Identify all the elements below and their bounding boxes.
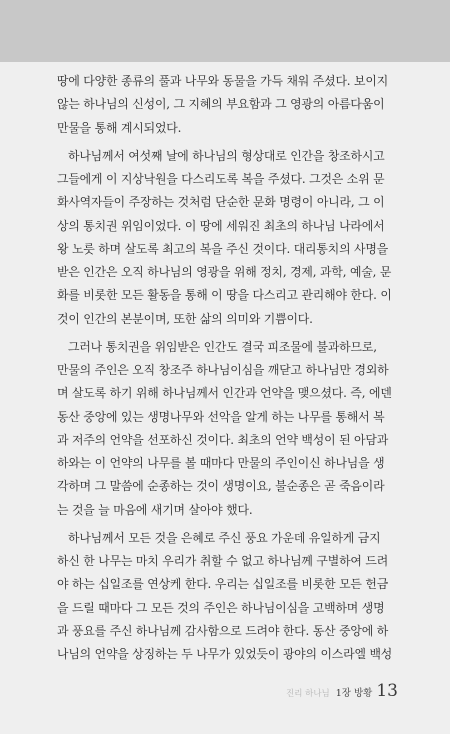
book-title: 진리 하나님	[285, 689, 330, 699]
page-footer	[286, 681, 398, 701]
text-line: 며 살도록 하기 위해 하나님께서 인간과 언약을 맺으셨다. 즉, 에덴	[57, 386, 392, 401]
paragraph-4	[57, 527, 397, 667]
text-line: 각하며 그 말씀에 순종하는 것이 생명이요, 불순종은 곧 죽음이라	[57, 479, 385, 494]
text-line: 않는 하나님의 신성이, 그 지혜의 부요함과 그 영광의 아름다움이	[57, 97, 385, 112]
body-text	[57, 70, 397, 666]
text-line: 야 하는 십일조를 연상케 한다. 우리는 십일조를 비롯한 모든 헌금	[57, 577, 389, 592]
text-line: 왕 노릇 하며 살도록 최고의 복을 주신 것이다. 대리통치의 사명을	[57, 241, 389, 256]
text-line: 하신 한 나무는 마치 우리가 취할 수 없고 하나님께 구별하여 드려	[57, 554, 389, 568]
text-line: 상의 통치권 위임이었다. 이 땅에 세워진 최초의 하나님 나라에서	[57, 218, 385, 233]
page-number: 13	[376, 681, 398, 701]
text-line: 을 드릴 때마다 그 모든 것의 주인은 하나님이심을 고백하며 생명	[57, 600, 385, 615]
paragraph-3	[57, 336, 397, 522]
text-line: 그들에게 이 지상낙원을 다스리도록 복을 주셨다. 그것은 소위 문	[57, 172, 385, 186]
chapter-label: 1장 방황	[335, 688, 373, 699]
text-line: 나님의 언약을 상징하는 두 나무가 있었듯이 광야의 이스라엘 백성	[57, 647, 393, 661]
text-line: 화사역자들이 주장하는 것처럼 단순한 문화 명령이 아니라, 그 이	[57, 195, 385, 210]
text-line: 것이 인간의 본분이며, 또한 삶의 의미와 기쁨이다.	[57, 311, 313, 326]
text-line: 하나님께서 여섯째 날에 하나님의 형상대로 인간을 창조하시고	[68, 148, 385, 163]
text-line: 하나님께서 모든 것을 은혜로 주신 풍요 가운데 유일하게 금지	[68, 530, 381, 545]
text-line: 하와는 이 언약의 나무를 볼 때마다 만물의 주인이신 하나님을 생	[57, 456, 385, 470]
paragraph-2	[57, 145, 397, 331]
text-line: 화를 비롯한 모든 활동을 통해 이 땅을 다스리고 관리해야 한다. 이	[57, 288, 392, 303]
text-line: 동산 중앙에 있는 생명나무와 선악을 알게 하는 나무를 통해서 복	[57, 409, 385, 424]
text-line: 과 저주의 언약을 선포하신 것이다. 최초의 언약 백성이 된 아담과	[57, 432, 389, 447]
text-line: 받은 인간은 오직 하나님의 영광을 위해 정치, 경제, 과학, 예술, 문	[57, 265, 392, 279]
paragraph-1	[57, 70, 397, 140]
text-line: 그러나 통치권을 위임받은 인간도 결국 피조물에 불과하므로,	[68, 339, 377, 354]
page-top-shadow	[0, 0, 450, 62]
text-line: 땅에 다양한 종류의 풀과 나무와 동물을 가득 채워 주셨다. 보이지	[57, 74, 389, 88]
text-line: 는 것을 늘 마음에 새기며 살아야 했다.	[57, 502, 253, 517]
text-line: 만물의 주인은 오직 창조주 하나님이심을 깨닫고 하나님만 경외하	[57, 363, 389, 377]
text-line: 만물을 통해 계시되었다.	[57, 120, 182, 135]
text-line: 과 풍요를 주신 하나님께 감사함으로 드려야 한다. 동산 중앙에 하	[57, 623, 389, 638]
